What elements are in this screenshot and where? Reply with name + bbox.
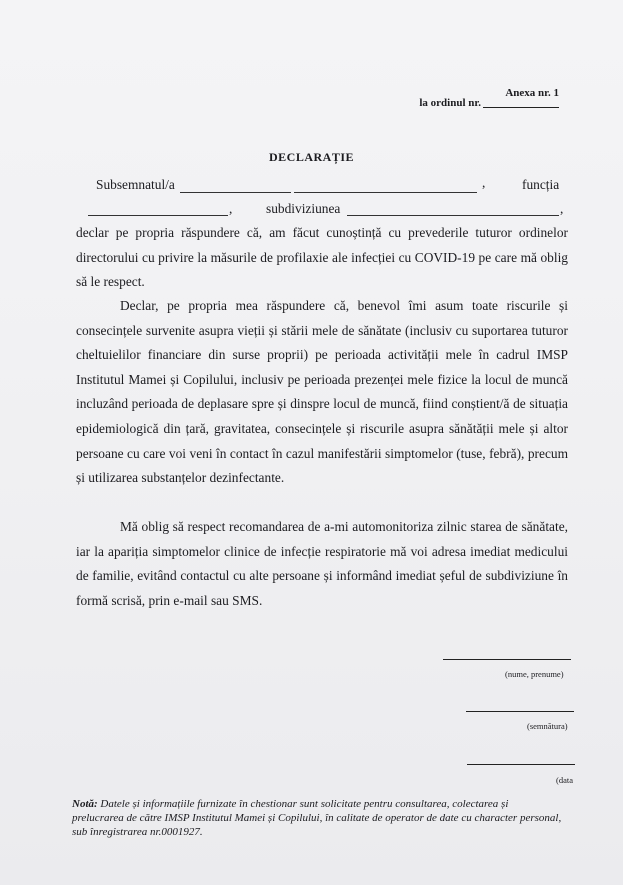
function-label: funcția	[522, 177, 560, 192]
surname-field-line[interactable]	[294, 192, 477, 193]
comma: ,	[229, 201, 233, 216]
order-label: la ordinul nr.	[419, 97, 481, 109]
order-number-blank[interactable]	[483, 107, 559, 108]
declaration-paragraph-2: Declar, pe propria mea răspundere că, benevol îmi asum toate riscurile și consecințele survenite asupra vieții și stării mele de sănătate (inclusiv cu suportarea tuturor cheltuielilor financiare din surse proprii) pe perioada activității mele în cadrul IMSP Institutul Mamei și Copilului, inclusiv pe perioada prezenței mele fizice la locul de muncă incluzând perioada de deplasare spre și dinspre locul de muncă, fiind conștient/ă de situația epidemiologică din țară, gravitatea, consecințele și riscurile asupra sănătății mele și altor persoane cu care voi veni în contact în cazul manifestării simptomelor (tuse, febră), precum și utilizarea substanțelor dezinfectante.	[76, 298, 568, 486]
function-field-line[interactable]	[88, 215, 228, 216]
date-label: (data	[556, 775, 573, 785]
note-label: Notă:	[72, 798, 98, 810]
declaration-paragraph-1: declar pe propria răspundere că, am făcut cunoștință cu prevederile tuturor ordinelor directorului cu privire la măsurile de profilaxie ale infecției cu COVID-19 pe care mă oblig să le respect.	[76, 225, 568, 290]
note-text: Datele și informațiile furnizate în chestionar sunt solicitate pentru consultarea, colectarea și prelucrarea de către IMSP Institutul Mamei și Copilului, în calitate de operator de date cu character personal, sub înregistrarea nr.0001927.	[72, 798, 562, 838]
subdivision-label: subdiviziunea	[266, 201, 341, 216]
data-protection-note	[72, 797, 562, 839]
date-line[interactable]	[467, 764, 575, 765]
order-reference	[419, 97, 559, 109]
signature-label: (semnătura)	[527, 721, 568, 731]
comma: ,	[482, 175, 486, 190]
signature-line[interactable]	[466, 711, 574, 712]
name-signature-line[interactable]	[443, 659, 571, 660]
document-title: DECLARAȚIE	[268, 150, 354, 164]
annex-number: Anexa nr. 1	[505, 87, 559, 99]
name-field-line[interactable]	[180, 192, 291, 193]
subdivision-field-line[interactable]	[347, 215, 559, 216]
declaration-paragraph-3: Mă oblig să respect recomandarea de a-mi automonitoriza zilnic starea de sănătate, iar la apariția simptomelor clinice de infecție respiratorie mă voi adresa imediat medicului de familie, evitând contactul cu alte persoane și informând imediat șeful de subdiviziune în formă scrisă, prin e-mail sau SMS.	[76, 519, 568, 608]
undersigned-label: Subsemnatul/a	[96, 177, 175, 192]
name-label: (nume, prenume)	[505, 669, 564, 679]
comma: ,	[560, 201, 564, 216]
